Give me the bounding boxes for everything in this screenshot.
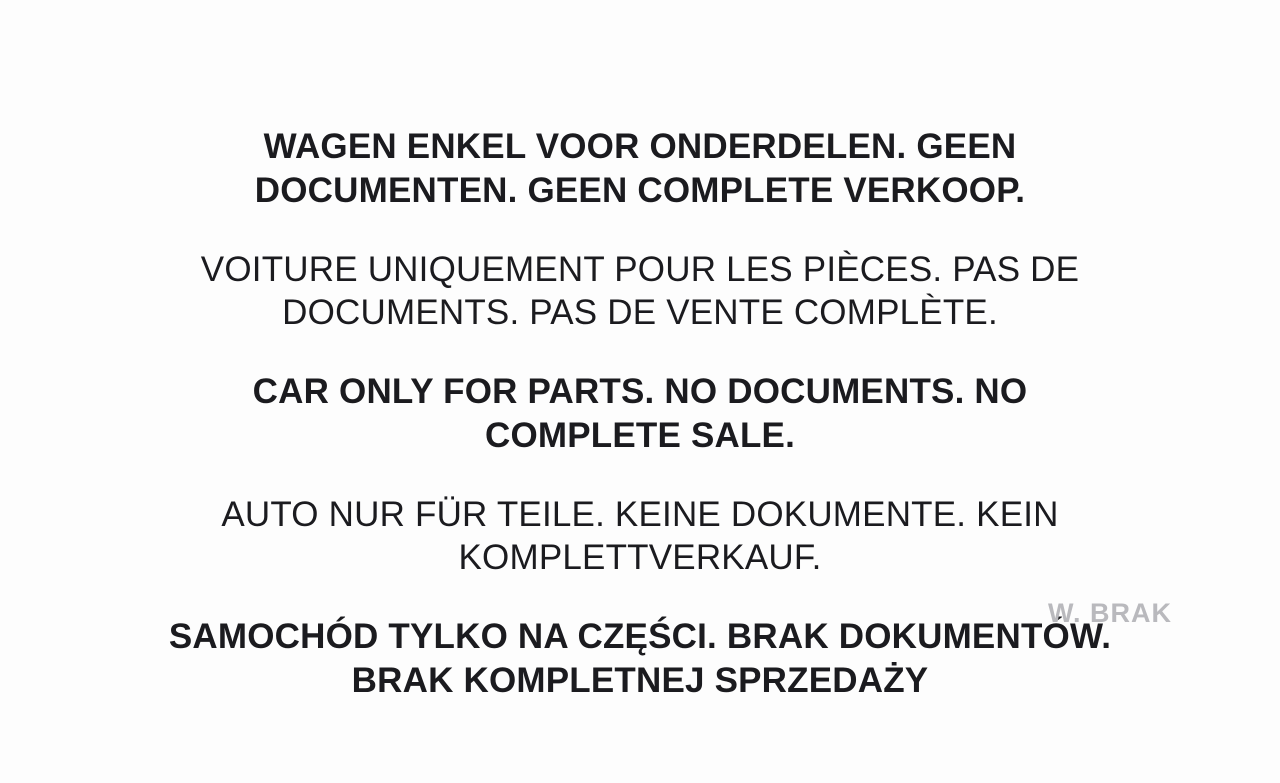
notice-text-english: CAR ONLY FOR PARTS. NO DOCUMENTS. NO COMPLETE SALE. [252, 372, 1028, 455]
notice-text-polish: SAMOCHÓD TYLKO NA CZĘŚCI. BRAK DOKUMENTÓW. BRAK KOMPLETNEJ SPRZEDAŻY [168, 617, 1112, 700]
notice-text-french: VOITURE UNIQUEMENT POUR LES PIÈCES. PAS DE DOCUMENTS. PAS DE VENTE COMPLÈTE. [200, 249, 1080, 333]
notice-text-german: AUTO NUR FÜR TEILE. KEINE DOKUMENTE. KEIN KOMPLETTVERKAUF. [221, 494, 1059, 578]
notice-text-dutch: WAGEN ENKEL VOOR ONDERDELEN. GEEN DOCUMENTEN. GEEN COMPLETE VERKOOP. [254, 127, 1026, 210]
watermark-text: W. BRAK [1048, 598, 1172, 628]
